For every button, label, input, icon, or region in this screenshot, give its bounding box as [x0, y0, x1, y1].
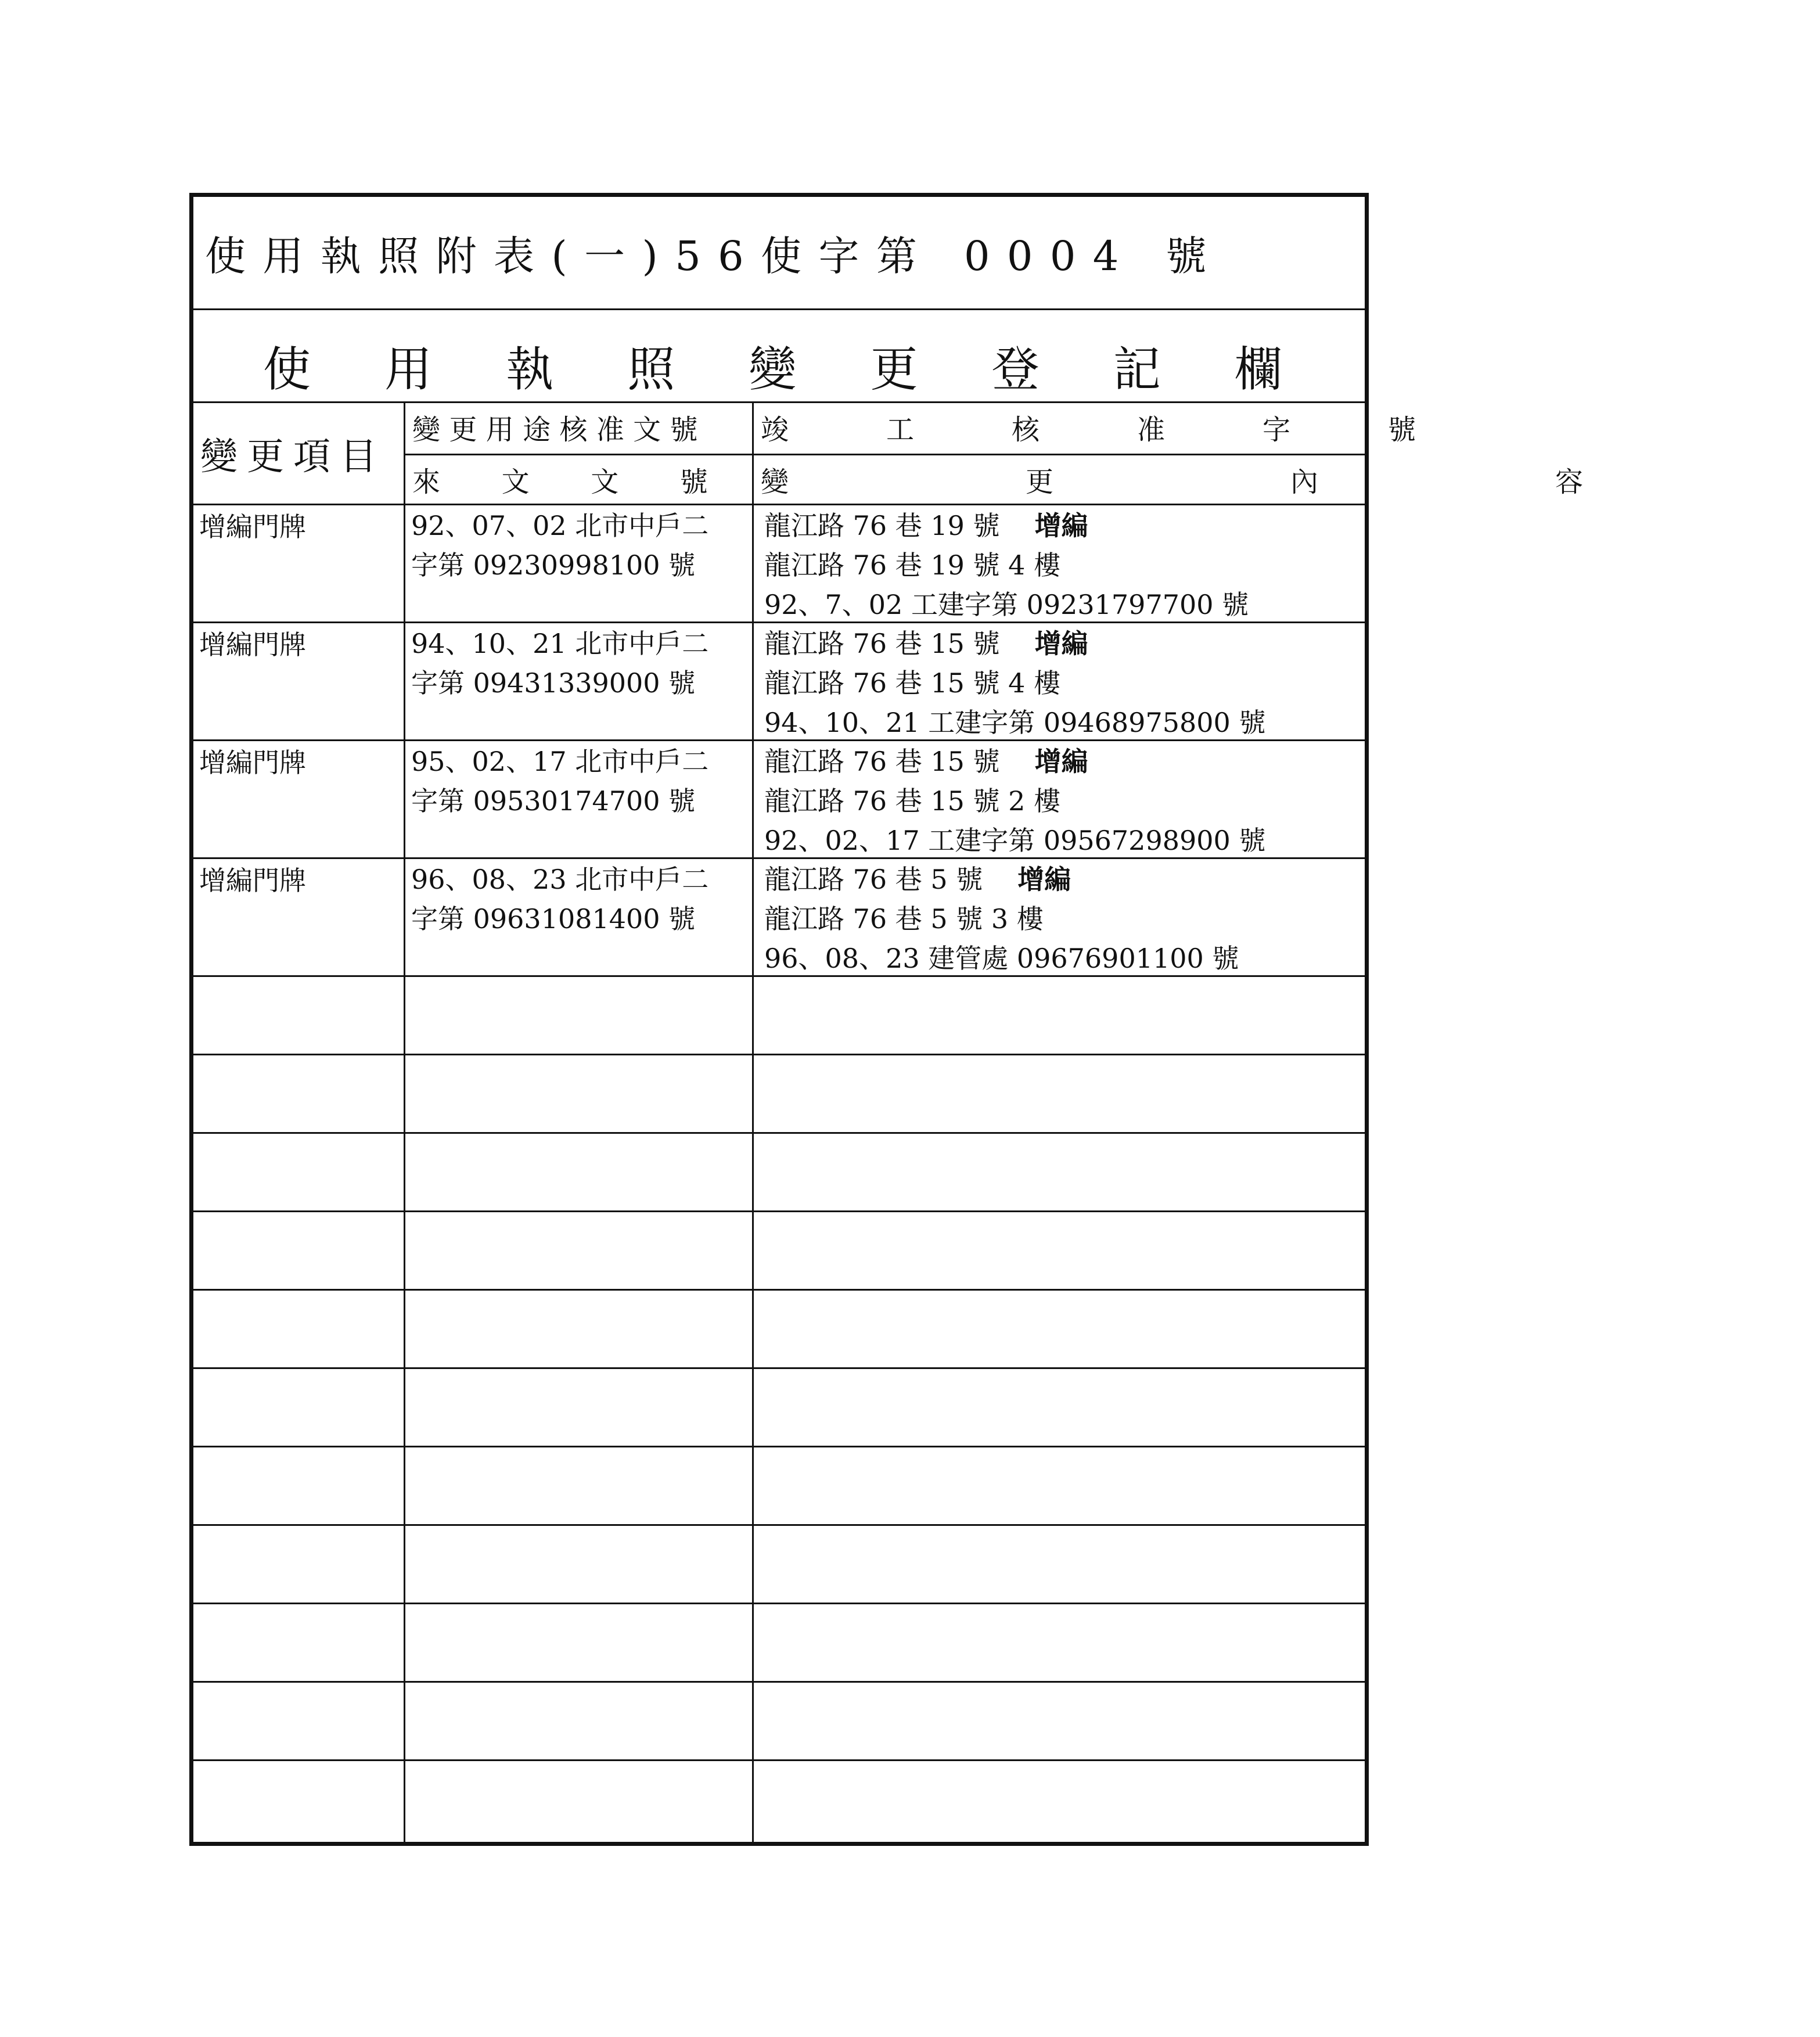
- empty-row: [193, 1367, 1365, 1447]
- change-item: 增編門牌: [199, 629, 306, 660]
- header-document-cell: [405, 401, 769, 504]
- tag-added: 增編: [1034, 628, 1088, 659]
- header-change-content: 變更內容: [761, 466, 1820, 498]
- change-content: 龍江路 76 巷 5 號 增編 龍江路 76 巷 5 號 3 樓 96、08、23 建管處 09676901100 號: [764, 864, 1239, 974]
- document-title: 使用執照附表(一)56使字第 0004 號: [205, 232, 1224, 280]
- tag-added: 增編: [1017, 864, 1071, 895]
- header-completion-no: 竣工核准字號: [761, 414, 1514, 446]
- document-number: 92、07、02 北市中戶二 字第 09230998100 號: [411, 510, 709, 581]
- empty-row: [193, 975, 1365, 1055]
- empty-row: [193, 1210, 1365, 1291]
- table-row: [193, 621, 1365, 741]
- empty-row: [193, 1289, 1365, 1369]
- empty-row: [193, 1054, 1365, 1134]
- header-incoming-doc-no: 來文文號: [412, 466, 769, 498]
- table-row: [193, 857, 1365, 977]
- header-content-cell: [754, 401, 1820, 504]
- change-content: 龍江路 76 巷 15 號 增編 龍江路 76 巷 15 號 2 樓 92、02、17 工建字第 09567298900 號: [764, 746, 1266, 856]
- document-number: 96、08、23 北市中戶二 字第 09631081400 號: [411, 864, 709, 935]
- header-approval-no: 變更用途核准文號: [412, 414, 707, 446]
- change-item: 增編門牌: [199, 865, 306, 896]
- tag-added: 增編: [1034, 510, 1088, 541]
- empty-row: [193, 1759, 1365, 1842]
- subtitle-row: [193, 308, 1365, 403]
- section-title: 使用執照變更登記欄: [263, 342, 1356, 397]
- empty-row: [193, 1681, 1365, 1761]
- table-row: [193, 504, 1365, 623]
- empty-row: [193, 1603, 1365, 1683]
- table-header: [193, 401, 1820, 505]
- table-row: [193, 739, 1365, 859]
- form-frame: [189, 193, 1820, 1846]
- table-body: [193, 504, 1365, 1842]
- document-number: 95、02、17 北市中戶二 字第 09530174700 號: [411, 746, 709, 817]
- tag-added: 增編: [1034, 746, 1088, 777]
- title-row: [193, 197, 1365, 310]
- empty-row: [193, 1446, 1365, 1526]
- change-content: 龍江路 76 巷 15 號 增編 龍江路 76 巷 15 號 4 樓 94、10、21 工建字第 09468975800 號: [764, 628, 1266, 738]
- empty-row: [193, 1524, 1365, 1604]
- empty-row: [193, 1132, 1365, 1212]
- change-content: 龍江路 76 巷 19 號 增編 龍江路 76 巷 19 號 4 樓 92、7、02 工建字第 09231797700 號: [764, 510, 1249, 620]
- change-item: 增編門牌: [199, 747, 306, 778]
- header-change-item-cell: [193, 401, 405, 504]
- change-item: 增編門牌: [199, 511, 306, 543]
- document-number: 94、10、21 北市中戶二 字第 09431339000 號: [411, 628, 709, 699]
- header-change-item: 變更項目: [200, 436, 386, 479]
